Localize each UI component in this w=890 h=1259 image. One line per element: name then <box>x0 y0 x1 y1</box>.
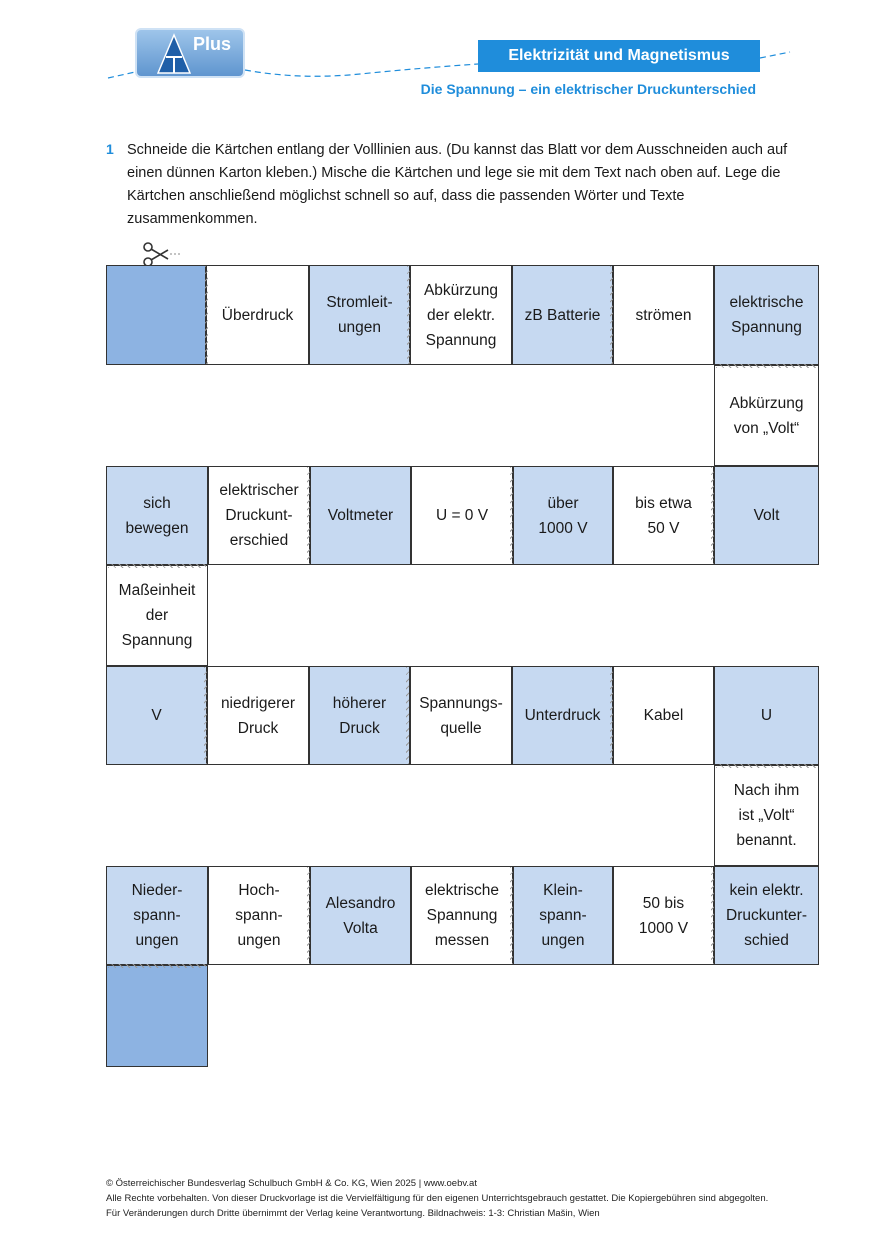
card: kein elektr. Druckunter- schied <box>714 866 819 965</box>
card: Maßeinheit der Spannung <box>106 565 208 666</box>
card: zB Batterie <box>512 265 613 365</box>
card: Unterdruck <box>512 666 613 765</box>
fold-mark <box>108 964 206 968</box>
card: Abkürzung der elektr. Spannung <box>410 265 512 365</box>
plus-logo <box>135 28 245 78</box>
fold-mark <box>711 467 714 564</box>
card: niedrigerer Druck <box>207 666 309 765</box>
card: strömen <box>613 265 714 365</box>
card: Abkürzung von „Volt“ <box>714 365 819 466</box>
fold-mark <box>510 867 513 964</box>
fold-mark <box>406 667 409 764</box>
fold-mark <box>205 266 208 364</box>
card: elektrischer Druckunt- erschied <box>208 466 310 565</box>
card: höherer Druck <box>309 666 410 765</box>
page-subtitle: Die Spannung – ein elektrischer Druckunterschied <box>420 81 756 97</box>
fold-mark <box>307 867 310 964</box>
card: Volt <box>714 466 819 565</box>
fold-mark <box>610 667 613 764</box>
card: Kabel <box>613 666 714 765</box>
card: elektrische Spannung messen <box>411 866 513 965</box>
card-blank-end <box>106 965 208 1067</box>
card: U = 0 V <box>411 466 513 565</box>
card-blank-start <box>106 265 206 365</box>
card: Alesandro Volta <box>310 866 411 965</box>
card: Nach ihm ist „Volt“ benannt. <box>714 765 819 866</box>
card: Hoch- spann- ungen <box>208 866 310 965</box>
card: 50 bis 1000 V <box>613 866 714 965</box>
fold-mark <box>716 364 817 368</box>
footer-disclaimer: Für Veränderungen durch Dritte übernimmt der Verlag keine Verantwortung. Bildnachweis: 1-3: Christian Mašin, Wien <box>106 1208 600 1219</box>
fold-mark <box>407 266 410 364</box>
card: bis etwa 50 V <box>613 466 714 565</box>
card: Stromleit- ungen <box>309 265 410 365</box>
card: Spannungs- quelle <box>410 666 512 765</box>
fold-mark <box>610 266 613 364</box>
task-instructions: Schneide die Kärtchen entlang der Volllinien aus. (Du kannst das Blatt vor dem Ausschneiden auch auf einen dünnen Karton kleben.) Mische die Kärtchen und lege sie mit dem Text nach oben auf. Lege die Kärtchen anschließend möglichst schnell so auf, dass die passenden Wörter und Texte zusammenkommen. <box>127 142 788 227</box>
card: Überdruck <box>206 265 309 365</box>
card: elektrische Spannung <box>714 265 819 365</box>
card: Klein- spann- ungen <box>513 866 613 965</box>
footer-copyright: © Österreichischer Bundesverlag Schulbuch GmbH & Co. KG, Wien 2025 | www.oebv.at <box>106 1178 477 1189</box>
fold-mark <box>307 467 310 564</box>
fold-mark <box>204 667 207 764</box>
fold-mark <box>711 867 714 964</box>
fold-mark <box>108 564 206 568</box>
footer-rights: Alle Rechte vorbehalten. Von dieser Druckvorlage ist die Vervielfältigung für den eigenen Unterrichtsgebrauch gestattet. Die Kopiergebühren sind abgegolten. <box>106 1193 769 1204</box>
task-number: 1 <box>106 141 114 157</box>
triangle-logo-icon <box>157 33 191 75</box>
footer <box>106 1176 768 1221</box>
topic-tab: Elektrizität und Magnetismus <box>478 40 760 72</box>
fold-mark <box>510 467 513 564</box>
logo-text: Plus <box>193 34 232 54</box>
card: V <box>106 666 207 765</box>
card: U <box>714 666 819 765</box>
card: über 1000 V <box>513 466 613 565</box>
fold-mark <box>716 764 817 768</box>
card: Nieder- spann- ungen <box>106 866 208 965</box>
card: Voltmeter <box>310 466 411 565</box>
card: sich bewegen <box>106 466 208 565</box>
